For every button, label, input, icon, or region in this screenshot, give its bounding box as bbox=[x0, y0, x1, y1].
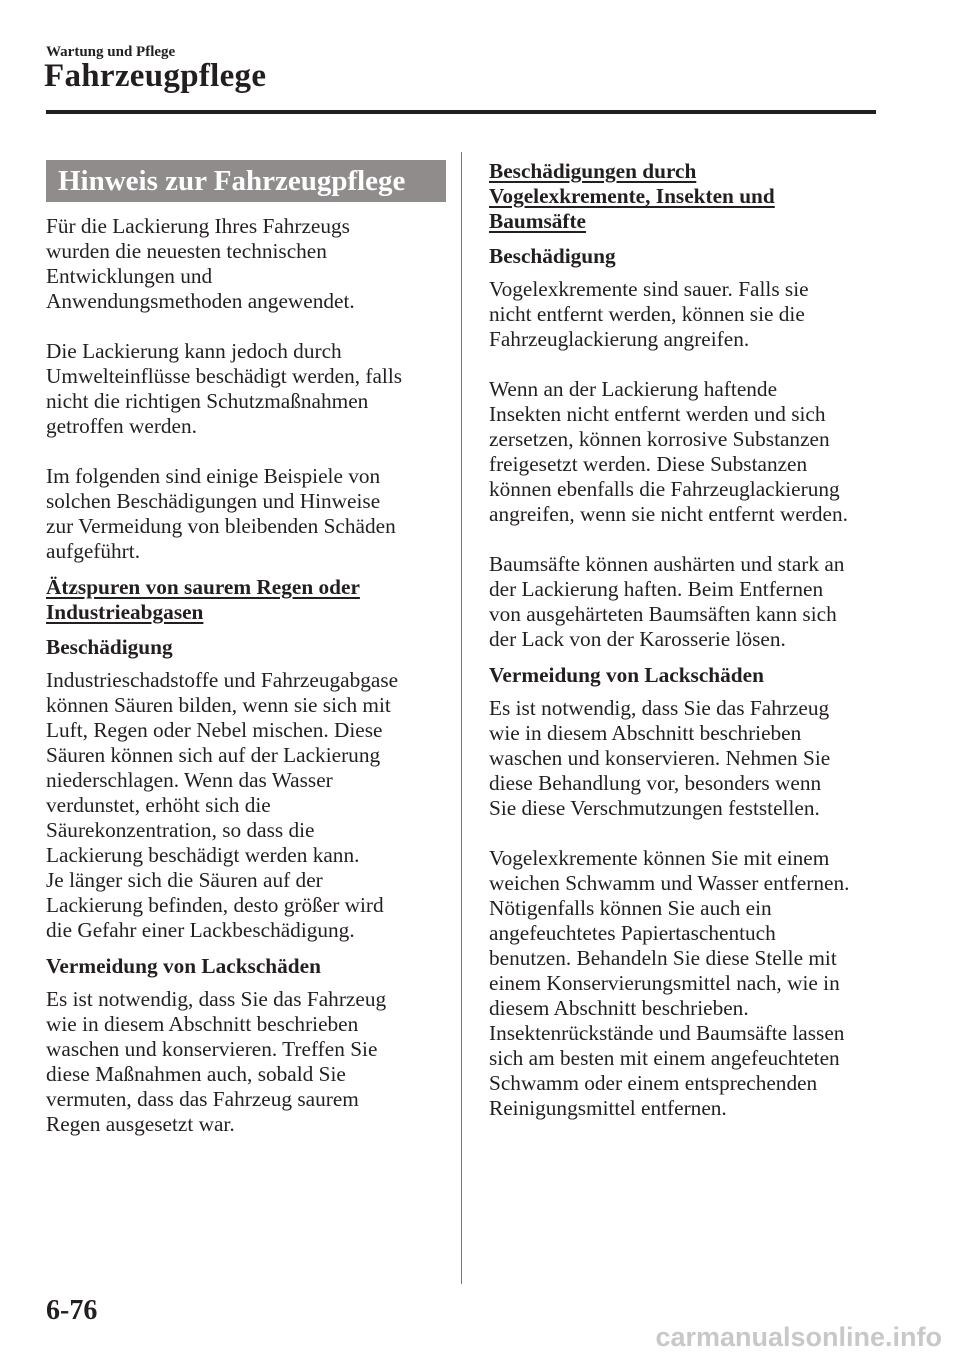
bird-droppings-heading: Beschädigungen durch Vogelexkremente, Insekten und Baumsäfte bbox=[489, 159, 775, 233]
column-divider bbox=[461, 152, 462, 1284]
chapter-title: Fahrzeugpflege bbox=[44, 58, 267, 94]
bird-damage-paragraph-2: Wenn an der Lackierung haftende Insekten nicht entfernt werden und sich zersetzen, können korrosive Substanzen freigesetzt werden. Diese Substanzen können ebenfalls die Fahrzeuglackierung angreifen, wenn sie nicht entfernt werden. bbox=[489, 377, 848, 526]
intro-paragraph-3: Im folgenden sind einige Beispiele von solchen Beschädigungen und Hinweise zur Vermeidung von bleibenden Schäden aufgeführt. bbox=[46, 464, 396, 563]
right-column bbox=[489, 159, 884, 1121]
watermark: carmanualsonline.info bbox=[655, 1322, 942, 1352]
bird-damage-paragraph-3: Baumsäfte können aushärten und stark an der Lackierung haften. Beim Entfernen von ausgehärteten Baumsäften kann sich der Lack von der Karosserie lösen. bbox=[489, 552, 845, 651]
bird-prevention-paragraph-2: Vogelexkremente können Sie mit einem weichen Schwamm und Wasser entfernen. Nötigenfalls können Sie auch ein angefeuchtetes Papiertaschentuch benutzen. Behandeln Sie diese Stelle mit einem Konservierungsmittel nach, wie in diesem Abschnitt beschrieben. Insektenrückstände und Baumsäfte lassen sich am besten mit einem angefeuchteten Schwamm oder einem entsprechenden Reinigungsmittel entfernen. bbox=[489, 846, 850, 1120]
intro-paragraph-1: Für die Lackierung Ihres Fahrzeugs wurden die neuesten technischen Entwicklungen und Anwendungsmethoden angewendet. bbox=[46, 214, 355, 313]
section-banner: Hinweis zur Fahrzeugpflege bbox=[46, 160, 446, 202]
acid-rain-heading: Ätzspuren von saurem Regen oder Industrieabgasen bbox=[46, 575, 360, 624]
bird-prevention-heading: Vermeidung von Lackschäden bbox=[489, 663, 764, 687]
bird-damage-paragraph-1: Vogelexkremente sind sauer. Falls sie nicht entfernt werden, können sie die Fahrzeuglackierung angreifen. bbox=[489, 277, 809, 351]
intro-paragraph-2: Die Lackierung kann jedoch durch Umwelteinflüsse beschädigt werden, falls nicht die richtigen Schutzmaßnahmen getroffen werden. bbox=[46, 339, 403, 438]
acid-prevention-heading: Vermeidung von Lackschäden bbox=[46, 954, 321, 978]
page-number: 6-76 bbox=[46, 1295, 98, 1326]
acid-damage-text: Industrieschadstoffe und Fahrzeugabgase können Säuren bilden, wenn sie sich mit Luft, Regen oder Nebel mischen. Diese Säuren können sich auf der Lackierung niederschlagen. Wenn das Wasser verdunstet, erhöht sich die Säurekonzentration, so dass die Lackierung beschädigt werden kann. Je länger sich die Säuren auf der Lackierung befinden, desto größer wird die Gefahr einer Lackbeschädigung. bbox=[46, 668, 399, 942]
acid-damage-heading: Beschädigung bbox=[46, 635, 173, 659]
bird-prevention-paragraph-1: Es ist notwendig, dass Sie das Fahrzeug wie in diesem Abschnitt beschrieben waschen und konservieren. Nehmen Sie diese Behandlung vor, besonders wenn Sie diese Verschmutzungen feststellen. bbox=[489, 696, 831, 820]
bird-damage-heading: Beschädigung bbox=[489, 244, 616, 268]
acid-prevention-text: Es ist notwendig, dass Sie das Fahrzeug wie in diesem Abschnitt beschrieben waschen und konservieren. Treffen Sie diese Maßnahmen auch, sobald Sie vermuten, dass das Fahrzeug saurem Regen ausgesetzt war. bbox=[46, 987, 387, 1136]
header-rule bbox=[46, 110, 876, 114]
section-label: Wartung und Pflege bbox=[46, 44, 176, 60]
left-column bbox=[46, 160, 446, 1137]
